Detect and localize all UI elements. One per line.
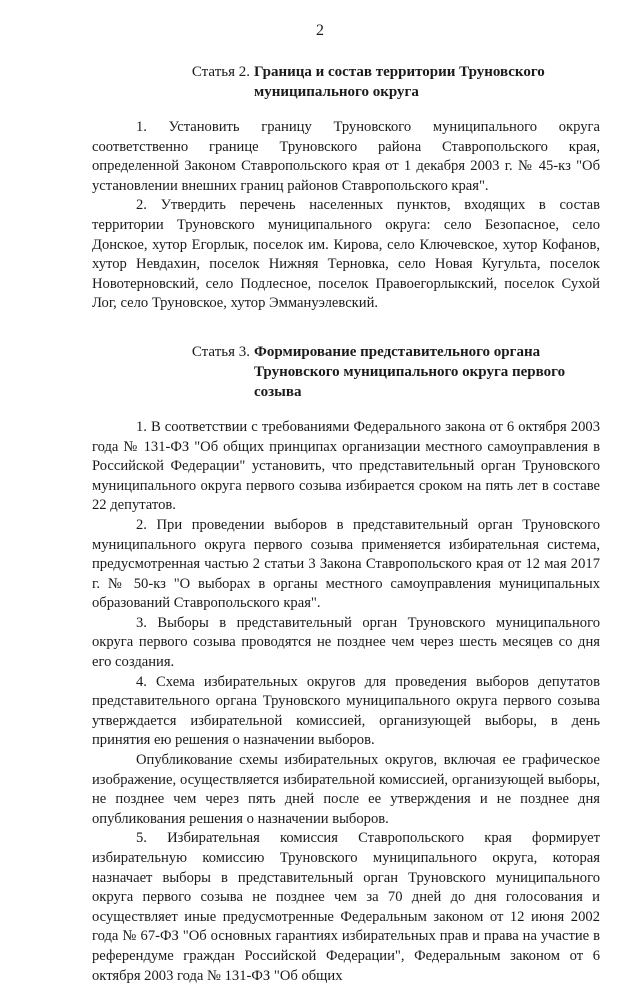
article-2-label: Статья 2. [191, 64, 250, 80]
article-3-paragraph-4: 4. Схема избирательных округов для проведения выборов депутатов представительного органа Труновского муниципального округа первого созыва утверждается избирательной комиссией, организующей выборы, в день принятия ею решения о назначении выборов. [92, 673, 600, 749]
article-3-label: Статья 3. [191, 343, 250, 360]
article-3-title: Формирование представительного органа Труновского муниципального округа первого созыва [254, 343, 566, 400]
document-body [92, 62, 600, 986]
article-2-paragraph-2: 2. Утвердить перечень населенных пунктов, входящих в состав территории Труновского муниципального округа: село Безопасное, село Донское, хутор Егорлык, поселок им. Кирова, село Ключевское, хутор Кофанов, хутор Невдахин, поселок Нижняя Терновка, село Новая Кугульта, поселок Новотерновский, село Подлесное, поселок Правоегорлыкский, поселок Сухой Лог, село Труновское, хутор Эммануэлевский. [92, 197, 600, 312]
article-2-paragraph-1: 1. Установить границу Труновского муниципального округа соответственно границе Труновского района Ставропольского края, определенной Законом Ставропольского края от 1 декабря 2003 г. № 45-кз "Об установлении внешних границ районов Ставропольского края". [92, 119, 600, 194]
article-3-paragraph-4-continued: Опубликование схемы избирательных округов, включая ее графическое изображение, осуществляется избирательной комиссией, организующей выборы, не позднее чем через пять дней после ее утверждения и не позднее дня опубликования решения о назначении выборов. [92, 752, 600, 827]
article-3-paragraph-2: 2. При проведении выборов в представительный орган Труновского муниципального округа первого созыва применяется избирательная система, предусмотренная частью 2 статьи 3 Закона Ставропольского края от 12 мая 2017 г. № 50-кз "О выборах в органы местного самоуправления муниципальных образований Ставропольского края". [92, 516, 600, 612]
article-2-title: Граница и состав территории Труновского муниципального округа [254, 64, 545, 100]
article-3-heading [130, 342, 600, 402]
article-3-paragraph-5: 5. Избирательная комиссия Ставропольского края формирует избирательную комиссию Труновского муниципального округа, которая назначает выборы в представительный орган Труновского муниципального округа первого созыва не позднее чем за 70 дней до дня голосования и осуществляет иные предусмотренные Федеральным законом от 12 июня 2002 года № 67-ФЗ "Об основных гарантиях избирательных прав и права на участие в референдуме граждан Российской Федерации", Федеральным законом от 6 октября 2003 года № 131-ФЗ "Об общих [92, 830, 600, 984]
article-3-paragraph-3: 3. Выборы в представительный орган Труновского муниципального округа первого созыва проводятся не позднее чем через шесть месяцев со дня его создания. [92, 614, 600, 671]
article-3-paragraph-1: 1. В соответствии с требованиями Федерального закона от 6 октября 2003 года № 131-ФЗ "Об общих принципах организации местного самоуправления в Российской Федерации" установить, что представительный орган Труновского муниципального округа первого созыва избирается сроком на пять лет в составе 22 депутатов. [92, 418, 600, 514]
article-2-heading [130, 62, 600, 102]
article-3-body [92, 418, 600, 986]
page-number: 2 [316, 22, 324, 39]
article-2-body [92, 118, 600, 314]
